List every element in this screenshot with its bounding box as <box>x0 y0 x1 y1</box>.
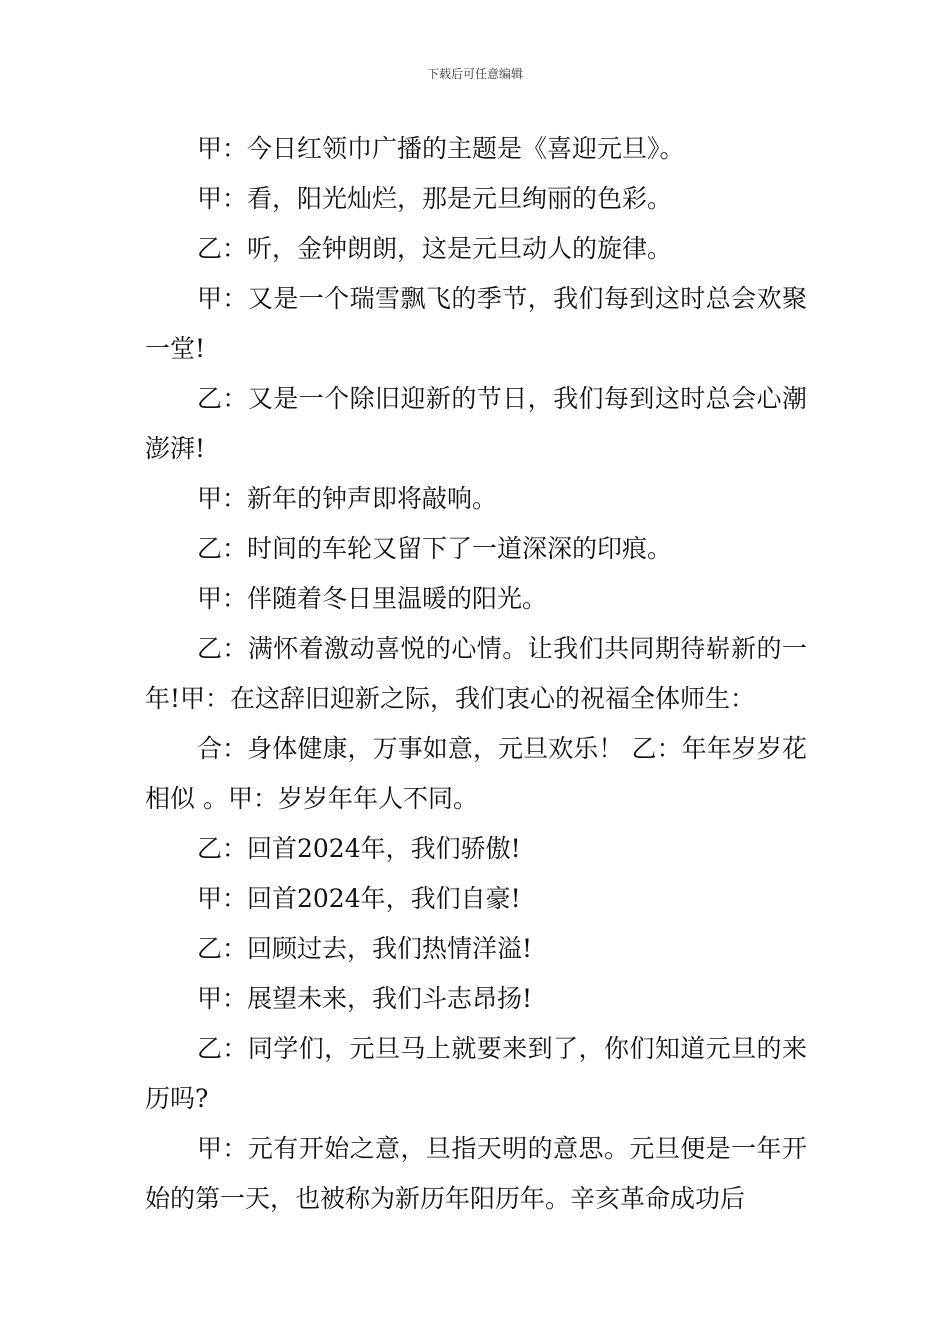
paragraph: 乙：回首2024年，我们骄傲! <box>197 834 521 863</box>
document-body <box>145 124 807 1224</box>
paragraph: 乙：满怀着激动喜悦的心情。让我们共同期待崭新的一年!甲：在这辞旧迎新之际，我们衷心的祝福全体师生： <box>145 634 807 713</box>
paragraph: 甲：看，阳光灿烂，那是元旦绚丽的色彩。 <box>197 184 673 213</box>
paragraph: 甲：伴随着冬日里温暖的阳光。 <box>197 584 548 613</box>
paragraph: 乙：时间的车轮又留下了一道深深的印痕。 <box>197 534 673 563</box>
paragraph: 乙：同学们，元旦马上就要来到了，你们知道元旦的来历吗? <box>145 1034 807 1113</box>
paragraph: 乙：听，金钟朗朗，这是元旦动人的旋律。 <box>197 234 673 263</box>
paragraph: 乙：又是一个除旧迎新的节日，我们每到这时总会心潮澎湃! <box>145 384 807 463</box>
paragraph: 甲：又是一个瑞雪飘飞的季节，我们每到这时总会欢聚一堂! <box>145 284 807 363</box>
paragraph: 甲：回首2024年，我们自豪! <box>197 884 521 913</box>
paragraph: 甲：元有开始之意，旦指天明的意思。元旦便是一年开始的第一天，也被称为新历年阳历年。辛亥革命成功后 <box>145 1134 807 1213</box>
paragraph: 甲：新年的钟声即将敲响。 <box>197 484 498 513</box>
header-note: 下载后可任意编辑 <box>426 67 523 81</box>
paragraph: 合：身体健康，万事如意，元旦欢乐！ 乙：年年岁岁花相似 。甲：岁岁年年人不同。 <box>145 734 807 813</box>
paragraph: 甲：展望未来，我们斗志昂扬! <box>197 984 533 1013</box>
paragraph: 乙：回顾过去，我们热情洋溢! <box>197 934 533 963</box>
paragraph: 甲：今日红领巾广播的主题是《喜迎元旦》。 <box>197 134 685 163</box>
